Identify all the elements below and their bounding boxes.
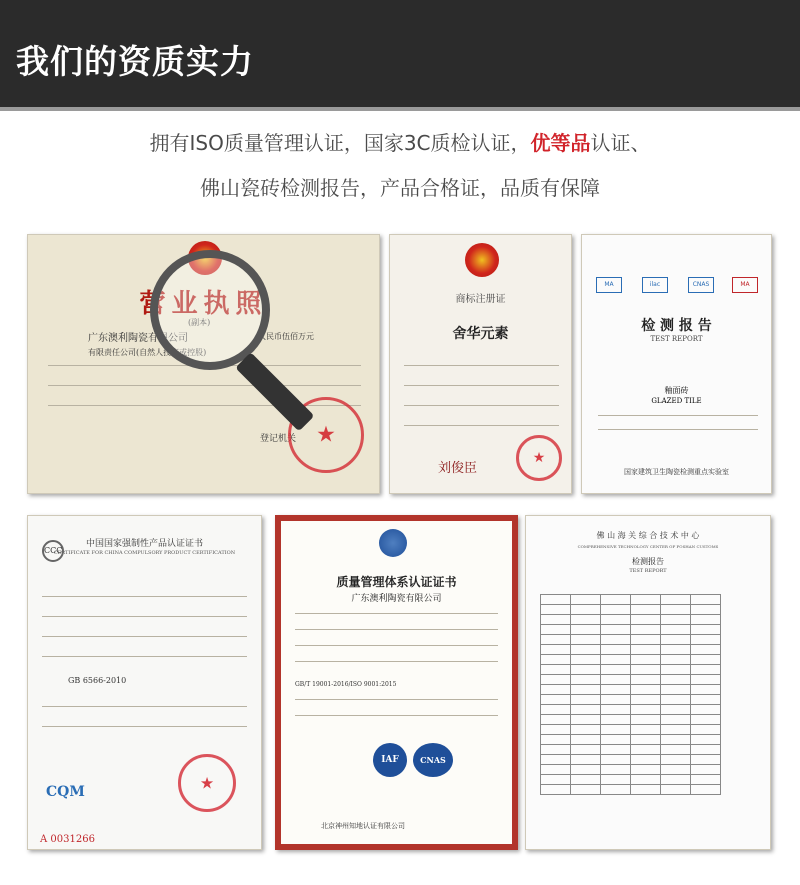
customs-title-en: COMPREHENSIVE TECHNOLOGY CENTER OF FOSHAN CUSTOMS — [577, 544, 719, 549]
certification-logo-icon: CNAS — [688, 277, 714, 293]
cnas-badge: CNAS — [413, 743, 453, 777]
page-title: 我们的资质实力 — [16, 42, 254, 81]
iso-issuer: 北京神州知地认证有限公司 — [321, 822, 405, 830]
intro-highlight: 优等品 — [530, 131, 591, 155]
license-subtitle: (副本) — [188, 318, 211, 327]
intro-line-2: 佛山瓷砖检测报告，产品合格证，品质有保障 — [200, 176, 600, 200]
ccc-card — [27, 515, 262, 850]
intro-text-a: 拥有ISO质量管理认证，国家3C质检认证， — [149, 131, 531, 155]
license-company: 广东澳利陶瓷有限公司 — [88, 333, 188, 344]
test-report-footer: 国家建筑卫生陶瓷检测重点实验室 — [624, 468, 729, 476]
ccc-serial: A 0031266 — [40, 834, 95, 845]
customs-report: 检测报告 — [632, 557, 664, 566]
intro-line-1 — [0, 127, 800, 156]
trademark-title: 商标注册证 — [455, 294, 506, 305]
certification-logo-icon: MA — [732, 277, 758, 293]
ccc-logo-icon: CCC — [42, 540, 64, 562]
license-title: 营业执照 — [139, 289, 268, 319]
trademark-mark: 舍华元素 — [452, 326, 509, 342]
license-capital: 人民币伍佰万元 — [258, 332, 314, 341]
red-seal-icon: ★ — [288, 397, 364, 473]
certification-logo-icon: ilac — [642, 277, 668, 293]
trademark-signature: 刘俊臣 — [438, 461, 478, 476]
test-report-sample: 釉面砖 — [664, 386, 689, 395]
iaf-badge: IAF — [373, 743, 407, 777]
iso-company: 广东澳利陶瓷有限公司 — [351, 594, 442, 604]
ccc-title: 中国国家强制性产品认证证书 — [85, 539, 203, 549]
customs-report-en: TEST REPORT — [629, 568, 667, 574]
test-report-title-en: TEST REPORT — [650, 335, 703, 343]
test-report-title: 检 测 报 告 — [641, 318, 712, 334]
license-issuer: 登记机关 — [260, 434, 297, 444]
customs-title: 佛 山 海 关 综 合 技 术 中 心 — [596, 531, 700, 540]
header-divider — [0, 107, 800, 111]
national-emblem-icon — [465, 243, 499, 277]
ccc-standard: GB 6566-2010 — [68, 676, 127, 685]
test-report-card — [581, 234, 772, 494]
intro-text-b: 认证、 — [590, 131, 651, 155]
certification-logo-icon — [379, 529, 407, 557]
red-seal-icon: ★ — [516, 435, 562, 481]
header-banner — [0, 0, 800, 107]
iso-card — [275, 515, 518, 850]
test-results-table — [540, 594, 721, 795]
magnifier-icon — [150, 250, 270, 370]
iso-title: 质量管理体系认证证书 — [336, 575, 457, 589]
trademark-card — [389, 234, 572, 494]
customs-card — [525, 515, 771, 850]
ccc-title-en: CERTIFICATE FOR CHINA COMPULSORY PRODUCT CERTIFICATION — [53, 550, 236, 556]
iso-standard: GB/T 19001-2016/ISO 9001:2015 — [295, 681, 397, 688]
cqm-logo: CQM — [46, 784, 85, 800]
license-type: 有限责任公司(自然人投资或控股) — [88, 348, 207, 357]
test-report-sample-en: GLAZED TILE — [651, 397, 702, 405]
certification-logo-icon: MA — [596, 277, 622, 293]
red-seal-icon: ★ — [178, 754, 236, 812]
